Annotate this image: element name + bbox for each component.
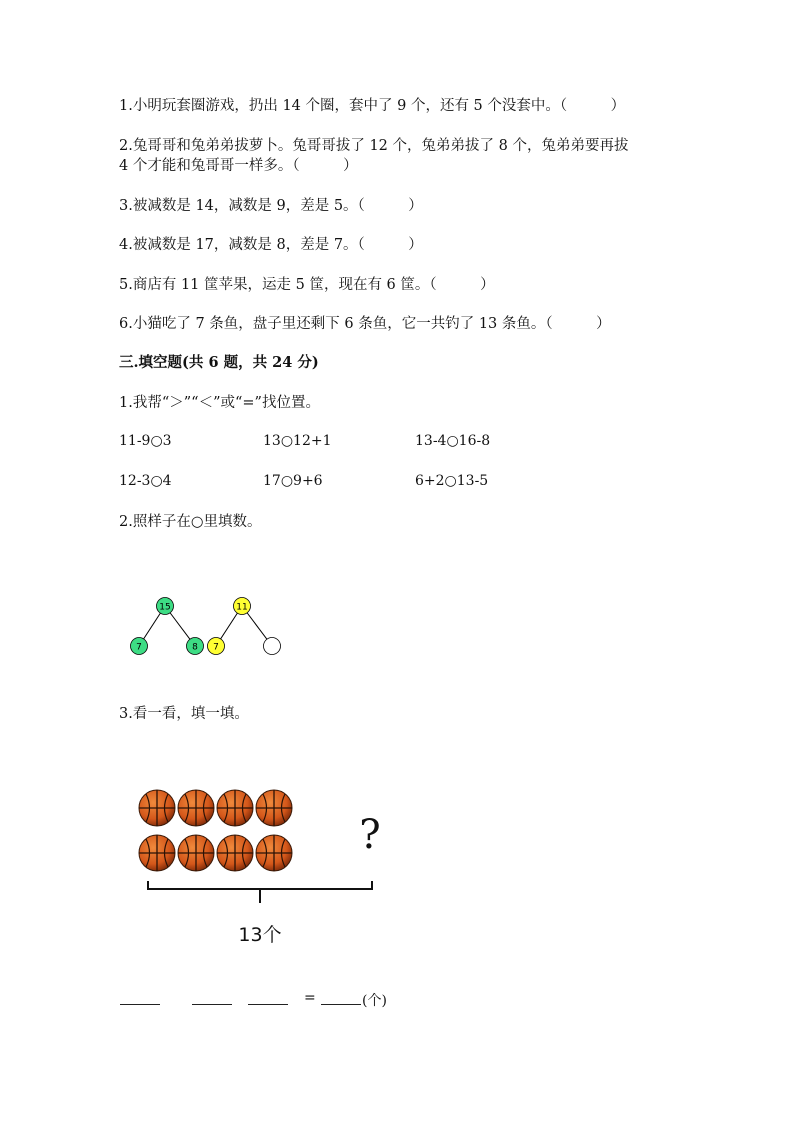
answer-blank[interactable] [120, 1004, 160, 1005]
svg-text:7: 7 [136, 642, 142, 653]
section-title: 三.填空题(共 6 题，共 24 分) [119, 354, 319, 371]
basketball-icon [217, 790, 253, 826]
compare-expr: 11-9○3 [119, 433, 172, 449]
example-left-node [131, 638, 148, 655]
basketball-icon [256, 790, 292, 826]
fill-q2-prompt: 2.照样子在○里填数。 [119, 514, 262, 530]
judge-q3: 3.被减数是 14，减数是 9，差是 5。（ ） [119, 198, 423, 214]
compare-expr: 6+2○13-5 [415, 473, 489, 489]
judge-q4: 4.被减数是 17，减数是 8，差是 7。（ ） [119, 237, 423, 253]
judge-q1: 1.小明玩套圈游戏，扔出 14 个圈，套中了 9 个，还有 5 个没套中。（ ） [119, 98, 626, 114]
basketball-icon [217, 835, 253, 871]
total-label: 13个 [238, 924, 282, 946]
example-right-node [187, 638, 204, 655]
task-answer-circle[interactable] [264, 638, 281, 655]
compare-expr: 17○9+6 [263, 473, 323, 489]
equals-sign: = [304, 990, 316, 1006]
basketball-icon [178, 835, 214, 871]
svg-text:8: 8 [192, 642, 198, 653]
basketball-icon [139, 835, 175, 871]
question-mark: ? [359, 812, 381, 858]
judge-q2-line2: 4 个才能和兔哥哥一样多。（ ） [119, 158, 358, 174]
svg-text:15: 15 [159, 602, 171, 613]
compare-expr: 12-3○4 [119, 473, 172, 489]
answer-blank[interactable] [248, 1004, 288, 1005]
unit-label: (个) [362, 993, 387, 1009]
judge-q5: 5.商店有 11 筐苹果，运走 5 筐，现在有 6 筐。（ ） [119, 277, 495, 293]
task-left-node [208, 638, 225, 655]
judge-q6: 6.小猫吃了 7 条鱼，盘子里还剩下 6 条鱼，它一共钓了 13 条鱼。（ ） [119, 316, 611, 332]
answer-blank-result[interactable] [321, 1004, 361, 1005]
compare-expr: 13○12+1 [263, 433, 332, 449]
fill-q1-prompt: 1.我帮“＞”“＜”或“=”找位置。 [119, 395, 320, 411]
svg-text:7: 7 [213, 642, 219, 653]
task-top-node [234, 598, 251, 615]
compare-expr: 13-4○16-8 [415, 433, 491, 449]
basketball-icon [139, 790, 175, 826]
total-brace [148, 881, 372, 889]
basketball-icon [256, 835, 292, 871]
fill-q3-prompt: 3.看一看，填一填。 [119, 706, 249, 722]
basketball-icon [178, 790, 214, 826]
answer-blank[interactable] [192, 1004, 232, 1005]
judge-q2-line1: 2.兔哥哥和兔弟弟拔萝卜。兔哥哥拔了 12 个，兔弟弟拔了 8 个，兔弟弟要再拔 [119, 138, 629, 154]
example-top-node [157, 598, 174, 615]
svg-text:11: 11 [236, 602, 248, 613]
